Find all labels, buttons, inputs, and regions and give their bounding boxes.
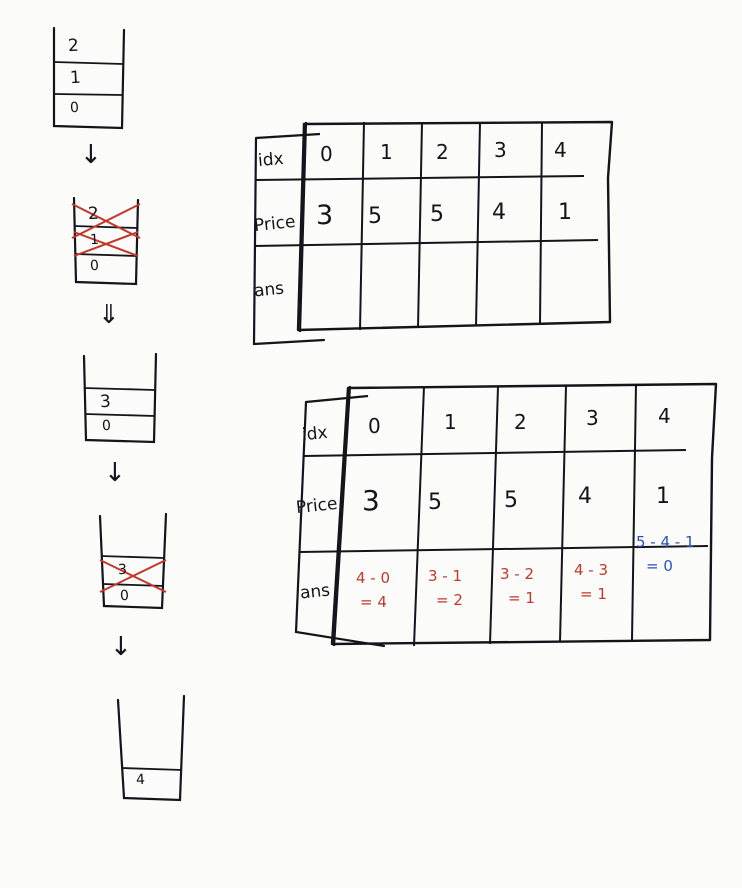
ans-result: = 0 (646, 557, 673, 575)
down-arrow-icon: ↓ (110, 632, 132, 662)
row-label-price: Price (253, 211, 297, 237)
price-cell: 4 (578, 484, 592, 509)
stack-cell-value: 3 (99, 391, 112, 413)
idx-cell: 2 (514, 410, 527, 434)
stack-box-4 (86, 508, 206, 618)
stack-cell-value: 0 (119, 587, 130, 605)
stack-cell-value: 1 (89, 231, 100, 249)
double-down-arrow-icon: ⇓ (98, 300, 120, 330)
stack-cell-value: 4 (135, 771, 146, 789)
price-cell: 1 (656, 484, 670, 509)
ans-result: = 1 (508, 589, 535, 607)
row-label-idx: idx (301, 422, 329, 446)
row-label-ans: ans (253, 278, 286, 302)
idx-cell: 1 (380, 140, 393, 164)
ans-result: = 4 (360, 593, 387, 611)
stack-step-2 (58, 190, 178, 300)
stack-cell-value: 2 (67, 35, 80, 57)
price-cell: 3 (316, 200, 334, 231)
stack-cell-value: 0 (69, 99, 80, 117)
stack-step-4 (86, 508, 206, 618)
ans-expr: 4 - 3 (574, 561, 609, 579)
stack-step-5 (108, 690, 228, 810)
down-arrow-icon: ↓ (80, 140, 102, 170)
down-arrow-icon: ↓ (104, 458, 126, 488)
stack-cell-value: 2 (87, 203, 100, 225)
stack-box-2 (58, 190, 178, 300)
stack-cell-value: 3 (117, 561, 128, 579)
row-label-price: Price (295, 493, 339, 519)
idx-cell: 3 (494, 138, 507, 162)
row-label-ans: ans (299, 580, 332, 604)
table-bottom (288, 378, 728, 658)
price-cell: 1 (558, 200, 572, 225)
idx-cell: 0 (368, 414, 381, 438)
stack-step-1 (40, 18, 160, 138)
price-cell: 3 (362, 484, 380, 517)
idx-cell: 4 (554, 138, 567, 162)
price-cell: 5 (504, 488, 518, 513)
stack-box-5 (108, 690, 228, 810)
price-cell: 5 (430, 202, 444, 227)
price-cell: 4 (492, 200, 506, 225)
price-cell: 5 (428, 490, 442, 515)
idx-cell: 0 (320, 142, 333, 166)
ans-expr: 3 - 1 (428, 567, 463, 585)
idx-cell: 2 (436, 140, 449, 164)
ans-result: = 1 (580, 585, 607, 603)
stack-step-3 (70, 348, 190, 456)
row-label-idx: idx (257, 148, 285, 172)
idx-cell: 4 (658, 404, 671, 428)
table-top (248, 118, 628, 348)
stack-cell-value: 1 (69, 67, 82, 89)
idx-cell: 3 (586, 406, 599, 430)
ans-result: = 2 (436, 591, 463, 609)
ans-expr: 5 - 4 - 1 (636, 533, 695, 551)
stack-cell-value: 0 (89, 257, 100, 275)
price-cell: 5 (368, 204, 382, 229)
stack-cell-value: 0 (101, 417, 112, 435)
ans-expr: 3 - 2 (500, 565, 535, 583)
stack-box-3 (70, 348, 190, 456)
idx-cell: 1 (444, 410, 457, 434)
stack-box-1 (40, 18, 160, 138)
ans-expr: 4 - 0 (356, 569, 391, 587)
